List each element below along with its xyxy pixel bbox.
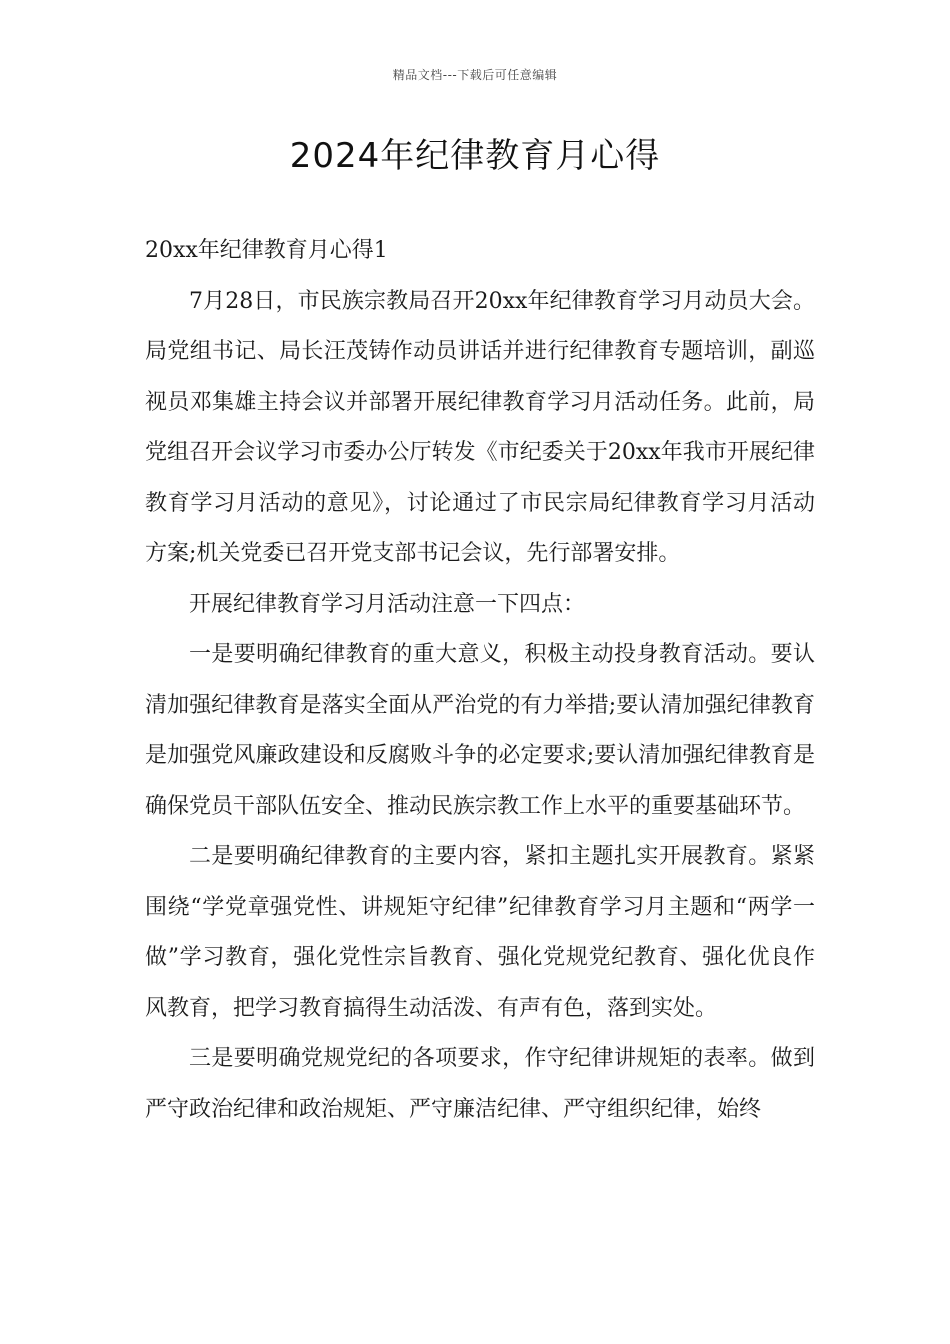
document-body <box>145 226 815 1135</box>
header-note: 精品文档---下载后可任意编辑 <box>392 68 558 82</box>
paragraph-5: 三是要明确党规党纪的各项要求，作守纪律讲规矩的表率。做到严守政治纪律和政治规矩、严守廉洁纪律、严守组织纪律，始终 <box>145 1046 815 1122</box>
paragraph-1: 7月28日，市民族宗教局召开20xx年纪律教育学习月动员大会。局党组书记、局长汪茂铸作动员讲话并进行纪律教育专题培训，副巡视员邓集雄主持会议并部署开展纪律教育学习月活动任务。此前，局党组召开会议学习市委办公厅转发《市纪委关于20xx年我市开展纪律教育学习月活动的意见》，讨论通过了市民宗局纪律教育学习月活动方案;机关党委已召开党支部书记会议，先行部署安排。 <box>145 288 815 566</box>
paragraph-2: 开展纪律教育学习月活动注意一下四点： <box>189 591 586 617</box>
paragraph-3: 一是要明确纪律教育的重大意义，积极主动投身教育活动。要认清加强纪律教育是落实全面从严治党的有力举措;要认清加强纪律教育是加强党风廉政建设和反腐败斗争的必定要求;要认清加强纪律教育是确保党员干部队伍安全、推动民族宗教工作上水平的重要基础环节。 <box>145 642 815 819</box>
paragraph-4: 二是要明确纪律教育的主要内容，紧扣主题扎实开展教育。紧紧围绕“学党章强党性、讲规矩守纪律”纪律教育学习月主题和“两学一做”学习教育，强化党性宗旨教育、强化党规党纪教育、强化优良作风教育，把学习教育搞得生动活泼、有声有色，落到实处。 <box>145 844 815 1021</box>
section-heading: 20xx年纪律教育月心得1 <box>145 238 388 263</box>
document-title: 2024年纪律教育月心得 <box>289 136 661 176</box>
